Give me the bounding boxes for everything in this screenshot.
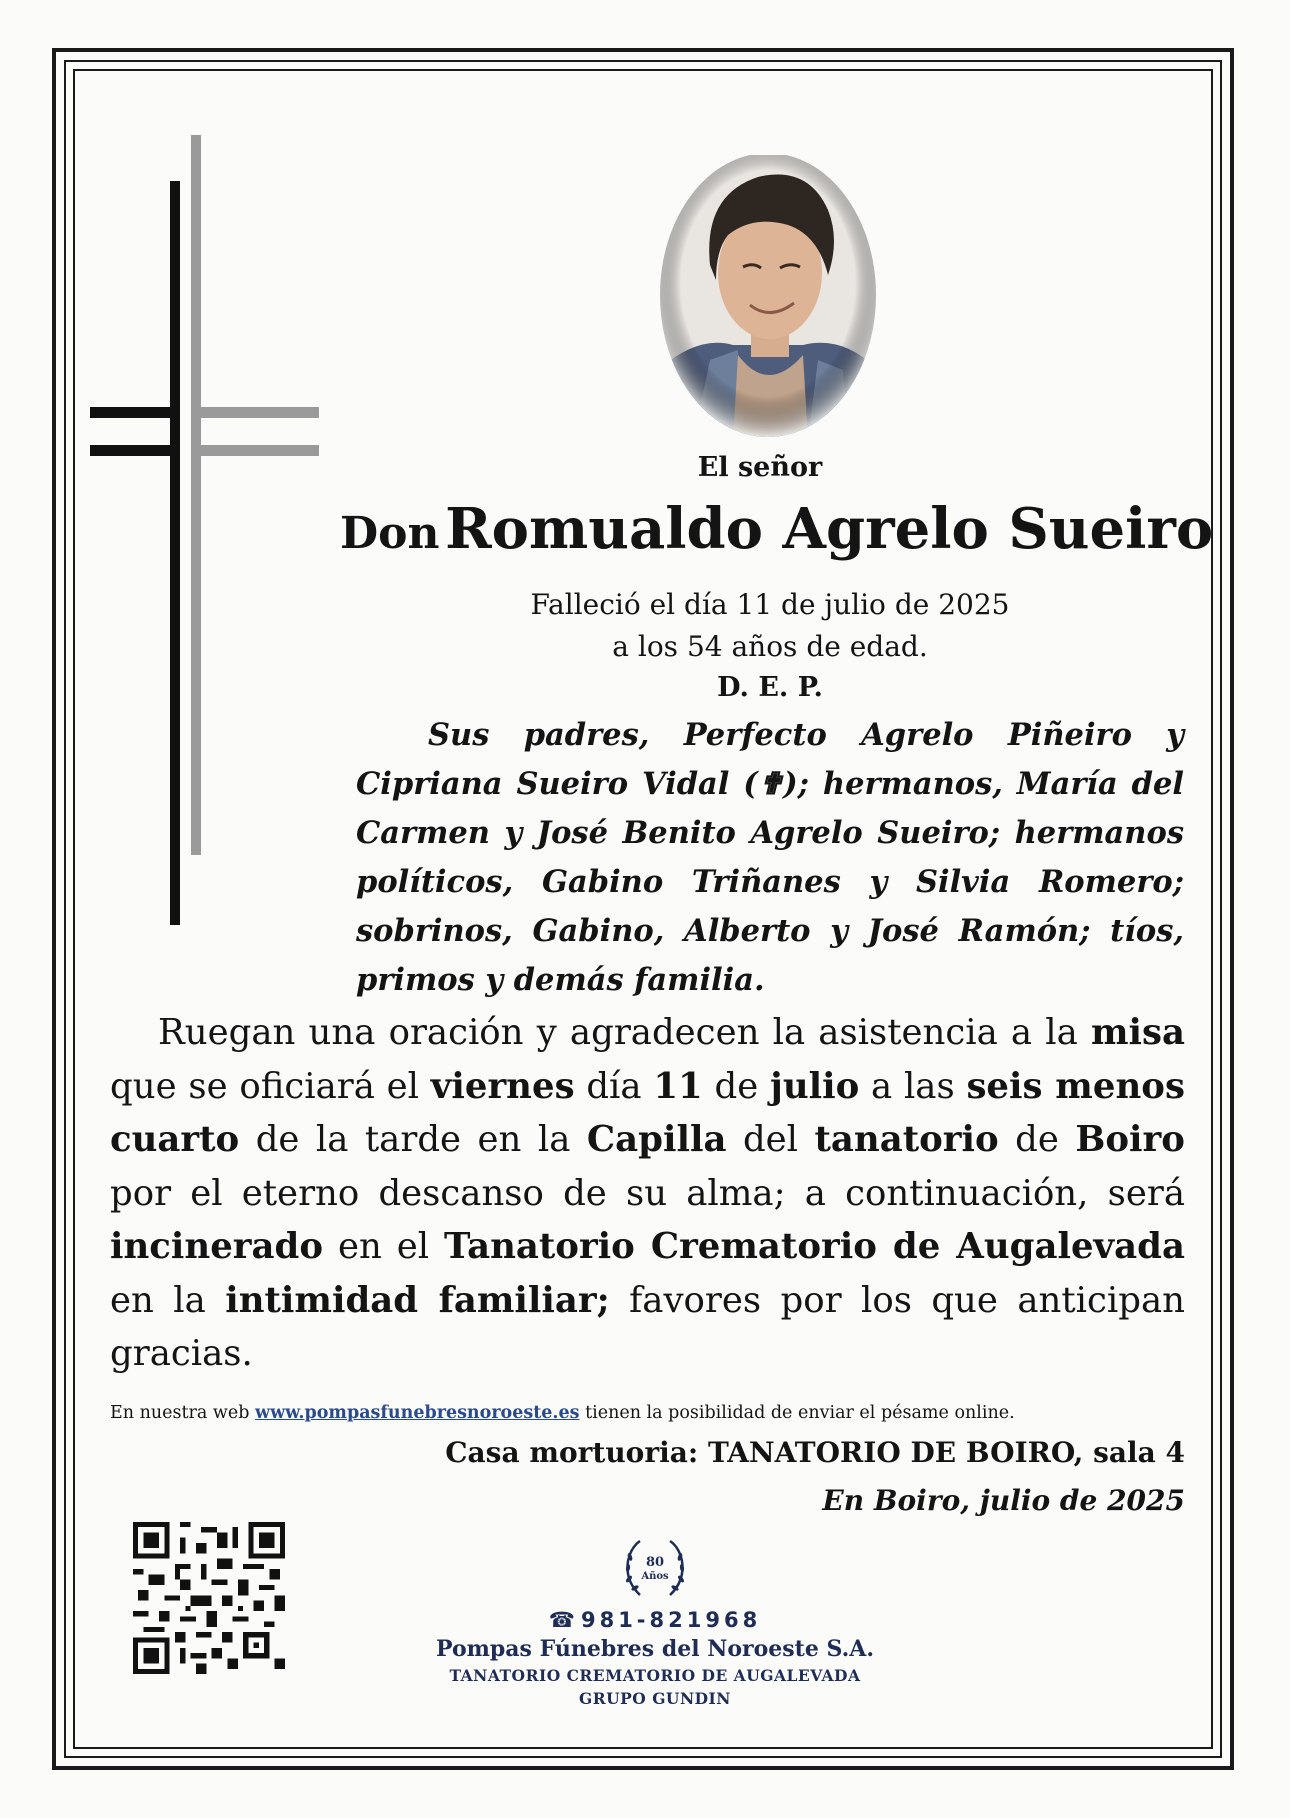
place-date: En Boiro, julio de 2025 xyxy=(822,1484,1185,1517)
telephone-icon: ☎ xyxy=(548,1608,575,1632)
title-prefix: Don xyxy=(340,508,440,559)
phone-number: ☎ 981-821968 xyxy=(548,1608,762,1632)
death-date: Falleció el día 11 de julio de 2025 xyxy=(530,588,1010,621)
honorific: El señor xyxy=(697,452,823,483)
deceased-name xyxy=(340,496,1214,562)
website-link[interactable]: www.pompasfunebresnoroeste.es xyxy=(255,1403,580,1423)
christian-cross-icon xyxy=(90,135,330,925)
ceremony-text: Ruegan una oración y agradecen la asistencia a la misa que se oficiará el viernes día 11 de julio a las seis menos cuarto de la tarde en la Capilla del tanatorio de Boiro por el eterno descanso de su alma; a continuación, será incinerado en el Tanatorio Crematorio de Augalevada en la intimidad familiar; favores por los que anticipan gracias. xyxy=(110,1012,1185,1374)
full-name: Romualdo Agrelo Sueiro xyxy=(445,496,1214,562)
portrait-photo xyxy=(658,155,878,440)
family-list: Sus padres, Perfecto Agrelo Piñeiro y Cipriana Sueiro Vidal (✟); hermanos, María del Carmen y José Benito Agrelo Sueiro; hermanos políticos, Gabino Triñanes y Silvia Romero; sobrinos, Gabino, Alberto y José Ramón; tíos, primos y demás familia. xyxy=(356,717,1184,998)
svg-text:80: 80 xyxy=(645,1555,665,1570)
web-notice: En nuestra web www.pompasfunebresnoroeste.es tienen la posibilidad de enviar el pésame online. xyxy=(110,1403,1015,1423)
svg-text:Años: Años xyxy=(641,1571,669,1582)
death-info xyxy=(440,584,1100,668)
rip-line: D. E. P. xyxy=(717,672,823,703)
funeral-home: Casa mortuoria: TANATORIO DE BOIRO, sala 4 xyxy=(445,1436,1185,1469)
crematorium-name: TANATORIO CREMATORIO DE AUGALEVADA xyxy=(449,1666,861,1685)
anniversary-badge xyxy=(620,1533,690,1603)
company-name: Pompas Fúnebres del Noroeste S.A. xyxy=(436,1636,874,1662)
group-name: GRUPO GUNDIN xyxy=(579,1689,731,1708)
qr-code-icon xyxy=(133,1522,285,1674)
age-at-death: a los 54 años de edad. xyxy=(612,630,928,663)
